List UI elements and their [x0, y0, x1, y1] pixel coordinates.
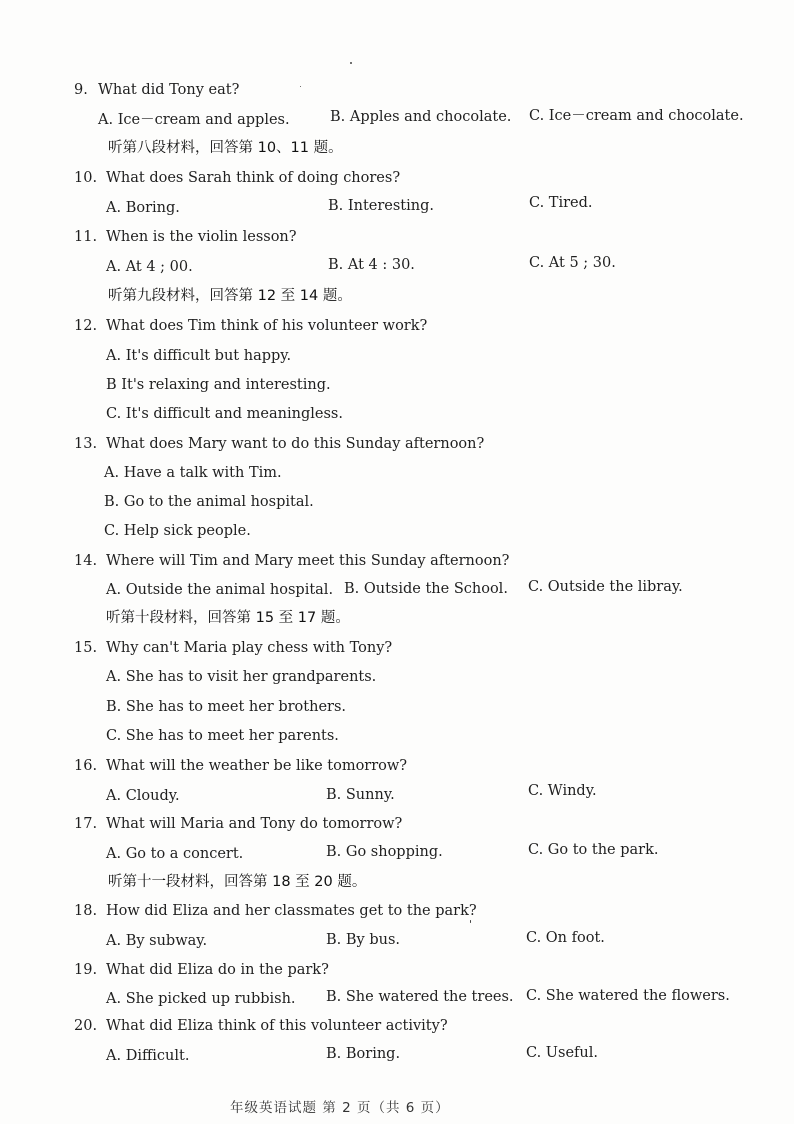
section-10-instruction: 听第十段材料，回答第 15 至 17 题。 — [106, 610, 350, 626]
question-18-stem — [74, 901, 477, 921]
question-text: What did Eliza do in the park? — [106, 962, 329, 978]
question-12-option-a: A. It's difficult but happy. — [106, 348, 292, 364]
question-text: What does Sarah think of doing chores? — [106, 170, 401, 186]
question-text: Where will Tim and Mary meet this Sunday afternoon? — [106, 553, 510, 569]
question-16-option-c: C. Windy. — [528, 783, 597, 799]
question-number: 14. — [74, 553, 98, 569]
question-text: What did Eliza think of this volunteer activity? — [106, 1018, 448, 1034]
question-text: What does Tim think of his volunteer work? — [106, 318, 428, 334]
question-10-option-b: B. Interesting. — [328, 198, 434, 214]
question-14-option-c: C. Outside the libray. — [528, 579, 683, 595]
question-15-option-b: B. She has to meet her brothers. — [106, 699, 347, 715]
question-9-option-c: C. Ice－cream and chocolate. — [529, 108, 744, 124]
question-16-option-a: A. Cloudy. — [106, 788, 180, 804]
question-18-option-c: C. On foot. — [526, 930, 605, 946]
question-15-option-c: C. She has to meet her parents. — [106, 728, 339, 744]
scan-speck — [350, 62, 352, 64]
question-10-option-c: C. Tired. — [529, 195, 593, 211]
question-13-option-c: C. Help sick people. — [104, 523, 251, 539]
question-19-option-a: A. She picked up rubbish. — [106, 991, 296, 1007]
question-number: 9. — [74, 82, 88, 98]
question-text: What will the weather be like tomorrow? — [106, 758, 408, 774]
question-14-option-b: B. Outside the School. — [344, 581, 508, 597]
question-19-option-b: B. She watered the trees. — [326, 989, 514, 1005]
question-11-option-b: B. At 4 : 30. — [328, 257, 415, 273]
question-14-stem — [74, 551, 509, 571]
section-8-instruction: 听第八段材料，回答第 10、11 题。 — [108, 140, 343, 156]
question-12-option-c: C. It's difficult and meaningless. — [106, 406, 343, 422]
page-footer: 年级英语试题 第 2 页（共 6 页） — [230, 1100, 450, 1116]
question-text: What did Tony eat? — [98, 82, 240, 98]
question-12-stem — [74, 316, 427, 336]
question-20-option-a: A. Difficult. — [106, 1048, 190, 1064]
question-17-option-b: B. Go shopping. — [326, 844, 443, 860]
question-number: 12. — [74, 318, 98, 334]
question-15-stem — [74, 638, 392, 658]
question-number: 10. — [74, 170, 98, 186]
question-20-stem — [74, 1016, 448, 1036]
question-16-option-b: B. Sunny. — [326, 787, 395, 803]
question-text: Why can't Maria play chess with Tony? — [106, 640, 393, 656]
question-13-option-b: B. Go to the animal hospital. — [104, 494, 314, 510]
question-11-stem — [74, 227, 297, 247]
question-17-option-c: C. Go to the park. — [528, 842, 659, 858]
question-number: 13. — [74, 436, 98, 452]
section-9-instruction: 听第九段材料，回答第 12 至 14 题。 — [108, 288, 352, 304]
question-13-option-a: A. Have a talk with Tim. — [104, 465, 282, 481]
question-text: What does Mary want to do this Sunday afternoon? — [106, 436, 485, 452]
question-text: How did Eliza and her classmates get to the park? — [106, 903, 477, 919]
scan-speck — [300, 86, 301, 87]
question-18-option-a: A. By subway. — [106, 933, 208, 949]
question-13-stem — [74, 434, 484, 454]
question-16-stem — [74, 756, 407, 776]
question-9-option-b: B. Apples and chocolate. — [330, 109, 512, 125]
question-19-option-c: C. She watered the flowers. — [526, 988, 730, 1004]
question-20-option-b: B. Boring. — [326, 1046, 401, 1062]
question-text: What will Maria and Tony do tomorrow? — [106, 816, 403, 832]
question-15-option-a: A. She has to visit her grandparents. — [106, 669, 377, 685]
question-19-stem — [74, 960, 329, 980]
question-number: 15. — [74, 640, 98, 656]
question-17-stem — [74, 814, 402, 834]
question-number: 19. — [74, 962, 98, 978]
question-14-option-a: A. Outside the animal hospital. — [106, 582, 334, 598]
question-number: 11. — [74, 229, 98, 245]
question-11-option-c: C. At 5 ; 30. — [529, 255, 616, 271]
question-10-option-a: A. Boring. — [106, 200, 180, 216]
section-11-instruction: 听第十一段材料，回答第 18 至 20 题。 — [108, 874, 367, 890]
question-10-stem — [74, 168, 400, 188]
question-17-option-a: A. Go to a concert. — [106, 846, 244, 862]
question-9-option-a: A. Ice－cream and apples. — [98, 112, 290, 128]
question-11-option-a: A. At 4 ; 00. — [106, 259, 193, 275]
question-number: 20. — [74, 1018, 98, 1034]
question-number: 18. — [74, 903, 98, 919]
question-number: 16. — [74, 758, 98, 774]
question-number: 17. — [74, 816, 98, 832]
question-18-option-b: B. By bus. — [326, 932, 401, 948]
question-12-option-b: B It's relaxing and interesting. — [106, 377, 331, 393]
question-20-option-c: C. Useful. — [526, 1045, 598, 1061]
question-text: When is the violin lesson? — [106, 229, 297, 245]
question-9-stem — [74, 80, 239, 100]
